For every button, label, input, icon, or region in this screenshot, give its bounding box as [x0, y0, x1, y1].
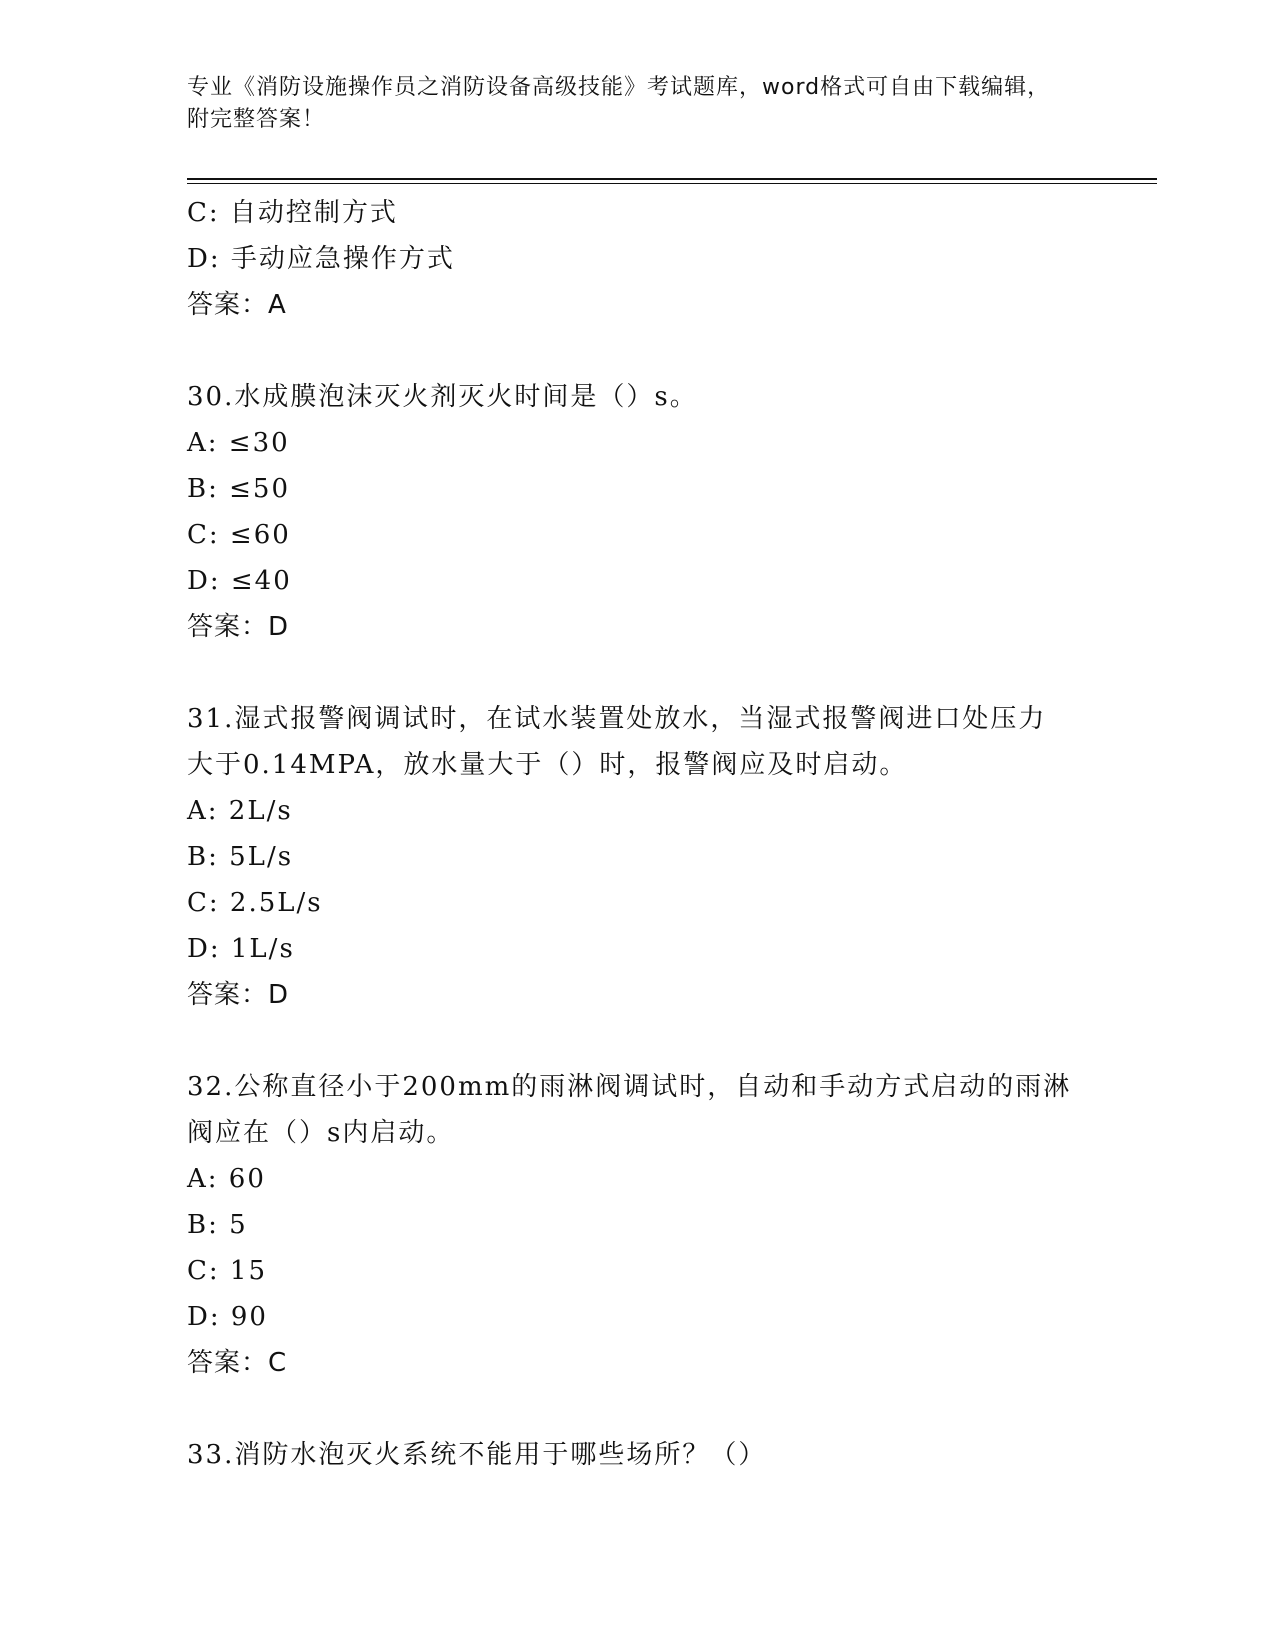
option-d: D: 90	[187, 1302, 268, 1332]
spacer	[187, 1386, 1087, 1432]
question-stem-line-1: 31.湿式报警阀调试时，在试水装置处放水，当湿式报警阀进口处压力	[187, 704, 1047, 734]
header-text: 专业《消防设施操作员之消防设备高级技能》考试题库，word格式可自由下载编辑，附完整答案！	[187, 75, 1051, 132]
question-29-tail	[187, 190, 1087, 328]
option-b: B: 5	[187, 1210, 248, 1240]
option-c: C: 2.5L/s	[187, 888, 323, 918]
option-b: B: 5L/s	[187, 842, 294, 872]
question-stem-line-2: 阀应在（）s内启动。	[187, 1118, 455, 1148]
document-header	[187, 72, 1067, 136]
option-d: D: 1L/s	[187, 934, 295, 964]
spacer	[187, 1018, 1087, 1064]
spacer	[187, 650, 1087, 696]
option-a: A: ≤30	[187, 428, 290, 458]
option-c: C: ≤60	[187, 520, 291, 550]
option-c: C: 自动控制方式	[187, 198, 398, 228]
answer-line: 答案：A	[187, 290, 287, 320]
option-c: C: 15	[187, 1256, 268, 1286]
answer-line: 答案：D	[187, 980, 290, 1010]
question-stem-line-2: 大于0.14MPA，放水量大于（）时，报警阀应及时启动。	[187, 750, 908, 780]
question-stem: 30.水成膜泡沫灭火剂灭火时间是（）s。	[187, 382, 698, 412]
spacer	[187, 328, 1087, 374]
option-d: D: 手动应急操作方式	[187, 244, 455, 274]
header-divider-thin	[187, 183, 1157, 184]
question-list	[187, 190, 1087, 1478]
question-30	[187, 374, 1087, 650]
option-a: A: 60	[187, 1164, 266, 1194]
header-divider-thick	[187, 178, 1157, 180]
option-a: A: 2L/s	[187, 796, 293, 826]
question-33	[187, 1432, 1087, 1478]
answer-line: 答案：C	[187, 1348, 288, 1378]
answer-line: 答案：D	[187, 612, 290, 642]
question-32	[187, 1064, 1087, 1386]
question-stem-line-1: 32.公称直径小于200mm的雨淋阀调试时，自动和手动方式启动的雨淋	[187, 1072, 1072, 1102]
question-31	[187, 696, 1087, 1018]
option-d: D: ≤40	[187, 566, 292, 596]
question-stem: 33.消防水泡灭火系统不能用于哪些场所？（）	[187, 1440, 767, 1470]
option-b: B: ≤50	[187, 474, 290, 504]
